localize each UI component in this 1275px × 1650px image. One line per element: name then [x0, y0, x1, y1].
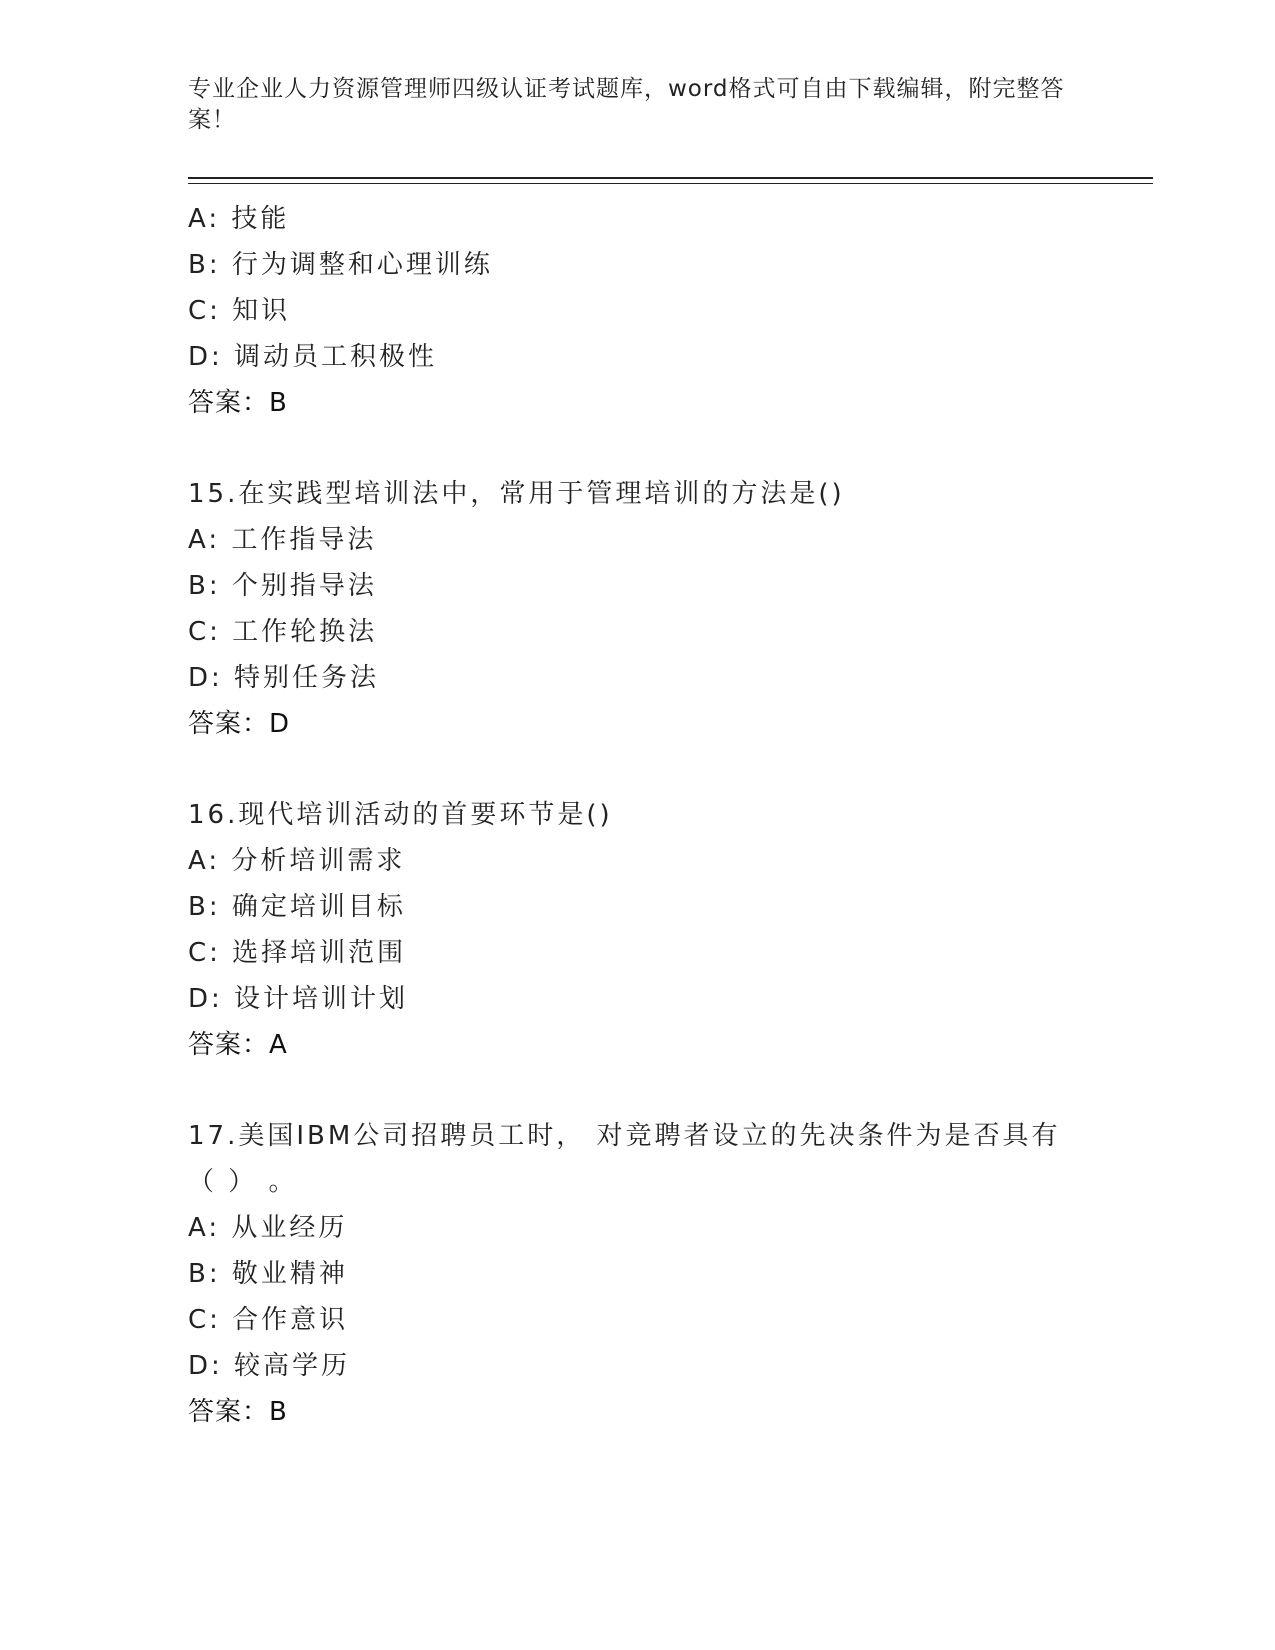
option-b: B: 个别指导法 [188, 571, 377, 601]
answer-line: 答案：B [188, 1397, 288, 1427]
option-b: B: 行为调整和心理训练 [188, 250, 493, 280]
option-b: B: 确定培训目标 [188, 892, 406, 922]
option-a: A: 技能 [188, 204, 290, 234]
option-a: A: 分析培训需求 [188, 846, 406, 876]
question-block-16 [188, 792, 1088, 1068]
answer-line: 答案：A [188, 1030, 288, 1060]
option-c: C: 合作意识 [188, 1305, 349, 1335]
answer-line: 答案：B [188, 388, 288, 418]
option-c: C: 工作轮换法 [188, 617, 378, 647]
document-header: 专业企业人力资源管理师四级认证考试题库，word格式可自由下载编辑，附完整答案！ [188, 76, 1065, 133]
option-a: A: 工作指导法 [188, 525, 377, 555]
question-block-15 [188, 471, 1088, 747]
question-block-17 [188, 1113, 1088, 1435]
option-d: D: 设计培训计划 [188, 984, 409, 1014]
option-a: A: 从业经历 [188, 1213, 348, 1243]
option-b: B: 敬业精神 [188, 1259, 348, 1289]
answer-line: 答案：D [188, 709, 291, 739]
option-d: D: 特别任务法 [188, 663, 380, 693]
question-stem: 15.在实践型培训法中，常用于管理培训的方法是() [188, 479, 845, 509]
header-divider-thin [188, 183, 1153, 184]
option-d: D: 较高学历 [188, 1351, 351, 1381]
header-divider-thick [188, 177, 1153, 179]
question-block-continued [188, 196, 1088, 426]
question-stem: 16.现代培训活动的首要环节是() [188, 800, 613, 830]
option-c: C: 选择培训范围 [188, 938, 407, 968]
option-d: D: 调动员工积极性 [188, 342, 438, 372]
question-stem: 17.美国IBM公司招聘员工时， 对竞聘者设立的先决条件为是否具有（ ） 。 [188, 1121, 1061, 1197]
question-list [188, 196, 1088, 1435]
option-c: C: 知识 [188, 296, 291, 326]
